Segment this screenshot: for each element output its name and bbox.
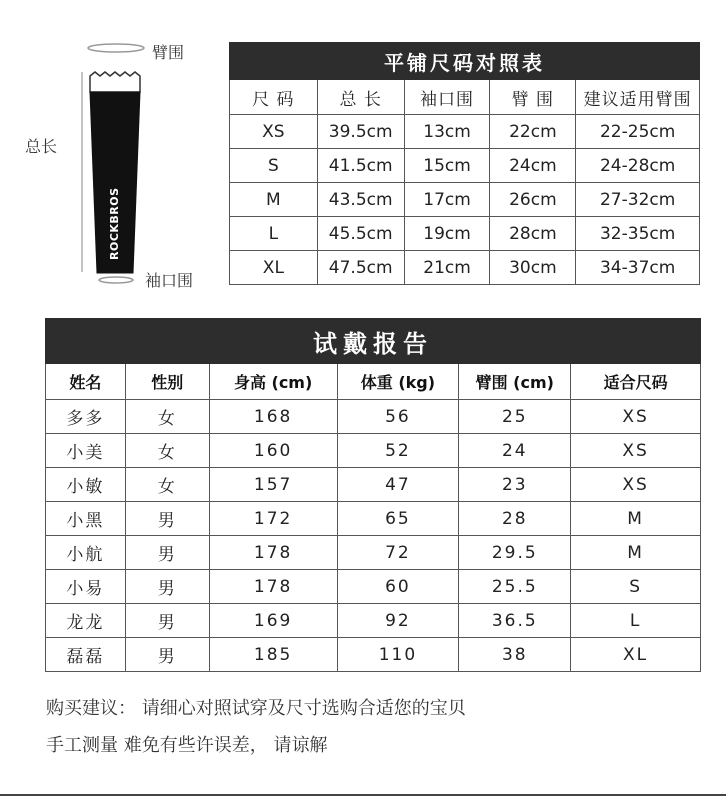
trial-report-title: 试戴报告 [46,319,701,364]
purchase-advice-note: 购买建议： 请细心对照试穿及尺寸选购合适您的宝贝 [46,698,466,719]
size-cell: XL [230,251,318,285]
size-cell: XS [230,115,318,149]
length-cell: 47.5cm [317,251,404,285]
arm-cell: 38 [459,638,571,672]
height-cell: 178 [209,570,337,604]
recommended-cell: 24-28cm [576,149,700,183]
arm-cell: 28cm [490,217,576,251]
table-row [230,217,700,251]
table-row [230,149,700,183]
fit-size-cell: M [571,536,701,570]
trial-header-row [46,364,701,400]
fit-size-cell: XS [571,400,701,434]
size-cell: L [230,217,318,251]
header-name: 姓名 [46,364,126,400]
recommended-cell: 32-35cm [576,217,700,251]
brand-logo: ROCKBROS [108,187,121,260]
header-total-length: 总 长 [317,80,404,115]
size-chart-header-row [230,80,700,115]
gender-cell: 男 [125,502,209,536]
name-cell: 龙龙 [46,604,126,638]
gender-cell: 男 [125,536,209,570]
arm-cell: 28 [459,502,571,536]
header-gender: 性别 [125,364,209,400]
header-weight: 体重 (kg) [337,364,459,400]
size-cell: M [230,183,318,217]
total-length-label: 总长 [25,137,58,156]
table-row [230,115,700,149]
measurement-disclaimer-note: 手工测量 难免有些许误差， 请谅解 [46,735,328,756]
fit-size-cell: L [571,604,701,638]
name-cell: 小黑 [46,502,126,536]
arm-cell: 23 [459,468,571,502]
name-cell: 小易 [46,570,126,604]
height-cell: 185 [209,638,337,672]
cuff-cell: 21cm [404,251,490,285]
length-cell: 39.5cm [317,115,404,149]
weight-cell: 110 [337,638,459,672]
weight-cell: 56 [337,400,459,434]
table-row [46,434,701,468]
height-cell: 168 [209,400,337,434]
recommended-cell: 22-25cm [576,115,700,149]
weight-cell: 52 [337,434,459,468]
table-row [46,400,701,434]
arm-cell: 30cm [490,251,576,285]
gender-cell: 女 [125,468,209,502]
header-cuff: 袖口围 [404,80,490,115]
cuff-cell: 13cm [404,115,490,149]
table-row [46,502,701,536]
table-row [46,536,701,570]
arm-cell: 26cm [490,183,576,217]
name-cell: 小航 [46,536,126,570]
arm-circumference-label: 臂围 [152,43,185,62]
sleeve-diagram [0,0,226,300]
fit-size-cell: XS [571,468,701,502]
header-fit-size: 适合尺码 [571,364,701,400]
weight-cell: 47 [337,468,459,502]
table-row [46,604,701,638]
table-row [46,468,701,502]
cuff-cell: 15cm [404,149,490,183]
arm-cell: 22cm [490,115,576,149]
length-cell: 43.5cm [317,183,404,217]
name-cell: 磊磊 [46,638,126,672]
name-cell: 小敏 [46,468,126,502]
arm-cell: 29.5 [459,536,571,570]
weight-cell: 72 [337,536,459,570]
table-row [46,570,701,604]
cuff-circumference-label: 袖口围 [145,271,194,290]
arm-cell: 25.5 [459,570,571,604]
fit-size-cell: XL [571,638,701,672]
size-chart-title: 平铺尺码对照表 [230,43,700,80]
name-cell: 小美 [46,434,126,468]
weight-cell: 60 [337,570,459,604]
gender-cell: 女 [125,400,209,434]
gender-cell: 男 [125,604,209,638]
gender-cell: 男 [125,570,209,604]
arm-cell: 36.5 [459,604,571,638]
weight-cell: 65 [337,502,459,536]
size-chart-table [229,42,700,285]
fit-size-cell: M [571,502,701,536]
header-height: 身高 (cm) [209,364,337,400]
height-cell: 160 [209,434,337,468]
height-cell: 178 [209,536,337,570]
header-arm: 臂 围 [490,80,576,115]
header-arm: 臂围 (cm) [459,364,571,400]
header-recommended-arm: 建议适用臂围 [576,80,700,115]
height-cell: 172 [209,502,337,536]
table-row [230,183,700,217]
fit-size-cell: S [571,570,701,604]
recommended-cell: 27-32cm [576,183,700,217]
gender-cell: 男 [125,638,209,672]
arm-cell: 24 [459,434,571,468]
length-cell: 41.5cm [317,149,404,183]
length-cell: 45.5cm [317,217,404,251]
fit-size-cell: XS [571,434,701,468]
weight-cell: 92 [337,604,459,638]
arm-cell: 25 [459,400,571,434]
header-size: 尺 码 [230,80,318,115]
height-cell: 169 [209,604,337,638]
cuff-cell: 19cm [404,217,490,251]
size-cell: S [230,149,318,183]
recommended-cell: 34-37cm [576,251,700,285]
name-cell: 多多 [46,400,126,434]
table-row [230,251,700,285]
arm-cell: 24cm [490,149,576,183]
table-row [46,638,701,672]
cuff-cell: 17cm [404,183,490,217]
trial-report-table [45,318,701,672]
height-cell: 157 [209,468,337,502]
gender-cell: 女 [125,434,209,468]
bottom-divider [0,794,726,796]
